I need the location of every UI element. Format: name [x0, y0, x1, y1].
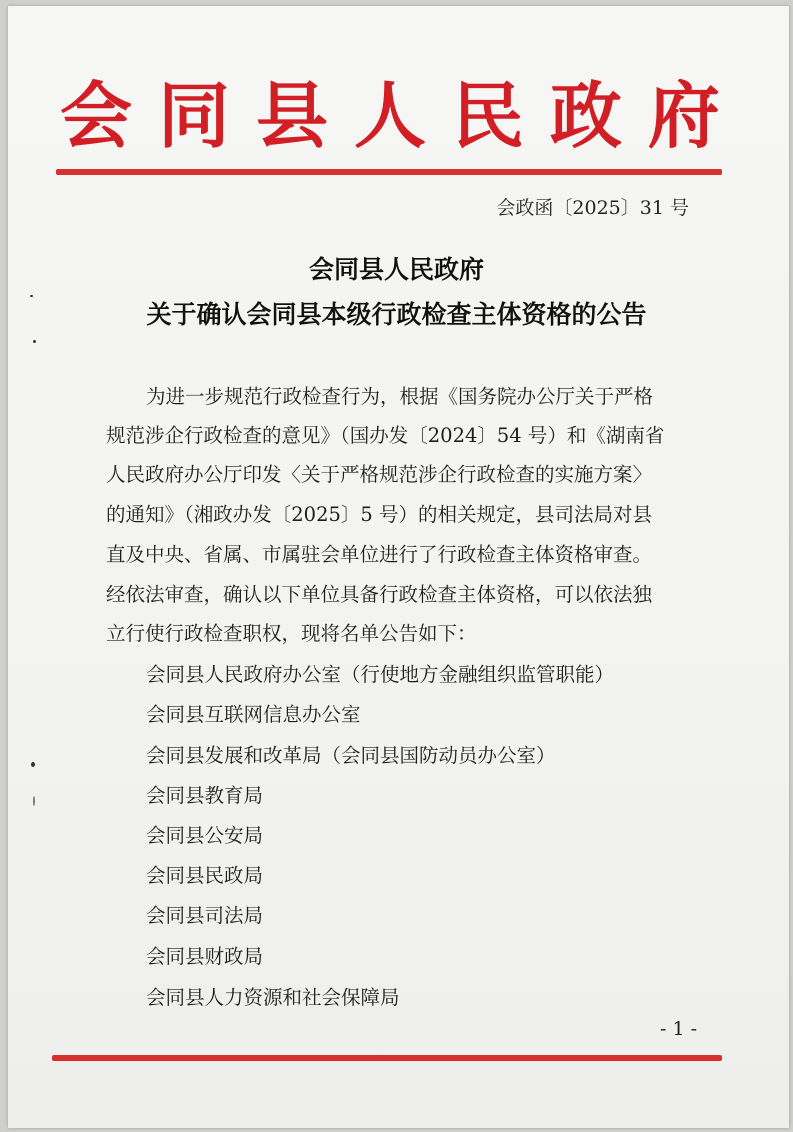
- masthead-char: 会: [60, 73, 133, 158]
- list-item: 会同县司法局: [146, 904, 264, 927]
- list-item: 会同县互联网信息办公室: [146, 703, 361, 726]
- notice-title-line-1: 会同县人民政府: [308, 255, 484, 284]
- list-item: 会同县人民政府办公室（行使地方金融组织监管职能）: [146, 663, 615, 686]
- masthead-char: 人: [353, 73, 426, 158]
- body-line: 立行使行政检查职权，现将名单公告如下：: [106, 622, 477, 645]
- red-divider-bottom: [52, 1055, 722, 1061]
- list-item: 会同县人力资源和社会保障局: [146, 986, 400, 1009]
- masthead-char: 民: [451, 73, 524, 158]
- masthead-title: [60, 70, 720, 162]
- list-item: 会同县发展和改革局（会同县国防动员办公室）: [146, 744, 556, 767]
- body-line: 为进一步规范行政检查行为，根据《国务院办公厅关于严格: [146, 385, 654, 408]
- list-item: 会同县民政局: [146, 864, 264, 887]
- notice-title-line-2: 关于确认会同县本级行政检查主体资格的公告: [146, 300, 647, 329]
- scan-speck: [33, 796, 35, 806]
- body-line: 直及中央、省属、市属驻会单位进行了行政检查主体资格审查。: [106, 543, 653, 566]
- list-item: 会同县财政局: [146, 945, 264, 968]
- page-number: - 1 -: [659, 1018, 697, 1040]
- masthead-char: 府: [647, 73, 720, 158]
- document-number: 会政函〔2025〕31 号: [496, 197, 689, 219]
- red-divider-top: [56, 169, 722, 175]
- body-line: 人民政府办公厅印发〈关于严格规范涉企行政检查的实施方案〉: [106, 463, 653, 486]
- masthead-char: 县: [255, 73, 328, 158]
- body-line: 的通知》（湘政办发〔2025〕5 号）的相关规定，县司法局对县: [106, 503, 652, 526]
- scan-speck: [31, 762, 35, 767]
- list-item: 会同县公安局: [146, 824, 264, 847]
- masthead-char: 同: [157, 73, 230, 158]
- scan-speck: [33, 340, 36, 343]
- list-item: 会同县教育局: [146, 784, 264, 807]
- masthead-char: 政: [549, 73, 622, 158]
- body-line: 经依法审查，确认以下单位具备行政检查主体资格，可以依法独: [106, 583, 653, 606]
- scan-speck: [30, 295, 33, 297]
- body-line: 规范涉企行政检查的意见》（国办发〔2024〕54 号）和《湖南省: [106, 424, 665, 447]
